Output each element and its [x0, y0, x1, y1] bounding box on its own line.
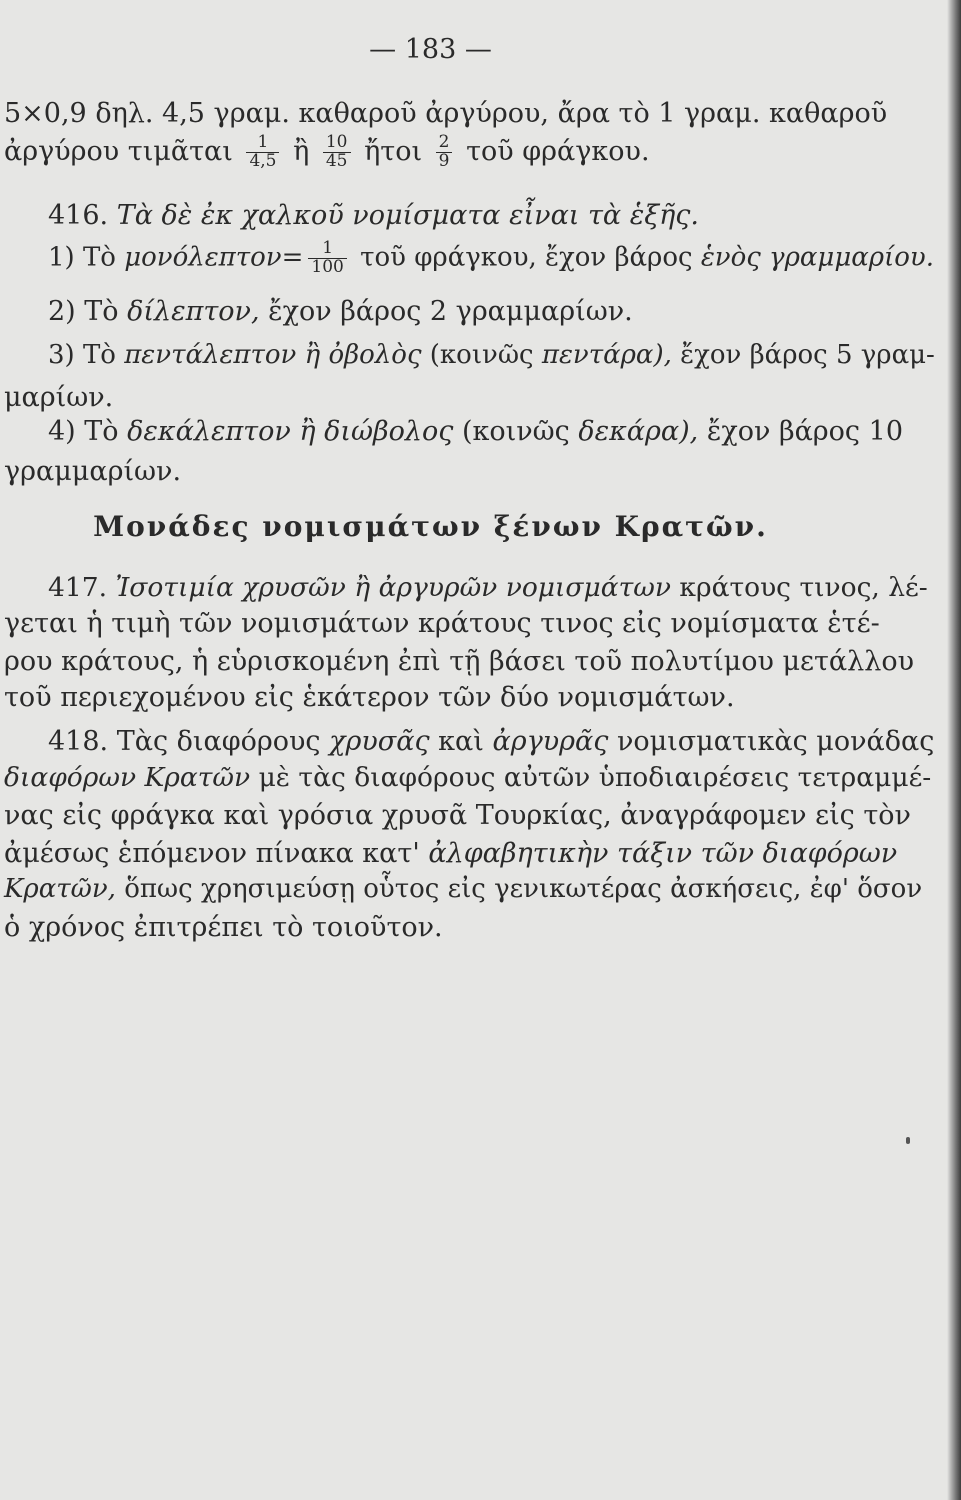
ink-speck [906, 1137, 910, 1144]
text-line-4: 1) Τὸ μονόλεπτον= $\frac{1}{100}$ τοῦ φράγκου, ἔχον βάρος ἑνὸς γραμμαρίου. [48, 238, 934, 277]
text-line-11: γεται ἡ τιμὴ τῶν νομισμάτων κράτους τινος εἰς νομίσματα ἑτέ- [4, 608, 880, 639]
text-line-6: 3) Τὸ πεντάλεπτον ἢ ὀβολὸς (κοινῶς πεντάρα), ἔχον βάρος 5 γραμ- [48, 340, 935, 370]
text-line-9: γραμμαρίων. [4, 456, 182, 487]
text-line-16: νας εἰς φράγκα καὶ γρόσια χρυσᾶ Τουρκίας, ἀναγράφομεν εἰς τὸν [4, 800, 911, 831]
text-line-3: 416. Τὰ δὲ ἐκ χαλκοῦ νομίσματα εἶναι τὰ ἑξῆς. [48, 200, 699, 231]
text-line-1: 5×0,9 δηλ. 4,5 γραμ. καθαροῦ ἀργύρου, ἄρα τὸ 1 γραμ. καθαροῦ [4, 98, 888, 129]
fraction-10-over-45: $\frac{10}{45}$ [323, 134, 351, 171]
text-line-13: τοῦ περιεχομένου εἰς ἑκάτερον τῶν δύο νομισμάτων. [4, 682, 735, 713]
text-line-8: 4) Τὸ δεκάλεπτον ἢ διώβολος (κοινῶς δεκάρα), ἔχον βάρος 10 [48, 416, 903, 447]
fraction-1-over-4-5: $\frac{1}{4,5}$ [246, 134, 279, 171]
text-line-12: ρου κράτους, ἡ εὑρισκομένη ἐπὶ τῇ βάσει τοῦ πολυτίμου μετάλλου [4, 646, 915, 677]
fraction-2-over-9: $\frac{2}{9}$ [436, 134, 453, 171]
text-line-19: ὁ χρόνος ἐπιτρέπει τὸ τοιοῦτον. [4, 912, 443, 943]
text-line-7: μαρίων. [4, 382, 114, 413]
text-line-15: διαφόρων Κρατῶν μὲ τὰς διαφόρους αὐτῶν ὑποδιαιρέσεις τετραμμέ- [4, 762, 932, 793]
page-edge-shadow [947, 0, 961, 1500]
text-line-10: 417. Ἰσοτιμία χρυσῶν ἢ ἀργυρῶν νομισμάτων κράτους τινος, λέ- [48, 572, 928, 603]
text-line-18: Κρατῶν, ὅπως χρησιμεύσῃ οὗτος εἰς γενικωτέρας ἀσκήσεις, ἐφ' ὅσον [4, 874, 923, 904]
text-line-5: 2) Τὸ δίλεπτον, ἔχον βάρος 2 γραμμαρίων. [48, 296, 633, 327]
text-line-17: ἀμέσως ἑπόμενον πίνακα κατ' ἀλφαβητικὴν τάξιν τῶν διαφόρων [4, 838, 898, 869]
page-number: — 183 — [369, 34, 492, 65]
text-line-2: ἀργύρου τιμᾶται $\frac{1}{4,5}$ ἢ $\frac{10}{45}$ ἤτοι $\frac{2}{9}$ τοῦ φράγκου. [4, 132, 650, 171]
fraction-1-over-100: $\frac{1}{100}$ [308, 240, 346, 277]
section-heading: Μονάδες νομισμάτων ξένων Κρατῶν. [93, 510, 768, 543]
text-line-14: 418. Τὰς διαφόρους χρυσᾶς καὶ ἀργυρᾶς νομισματικὰς μονάδας [48, 726, 935, 757]
